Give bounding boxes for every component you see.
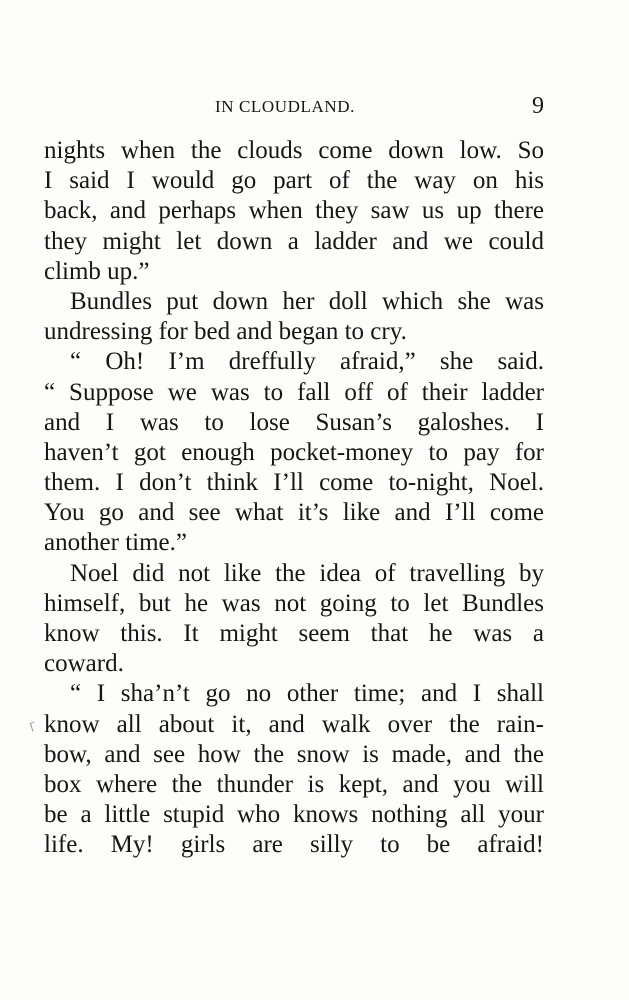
paragraph (44, 559, 544, 680)
text-line: another time.” (44, 529, 187, 557)
text-line: himself, but he was not going to let Bundles (44, 589, 544, 617)
text-line: undressing for bed and began to cry. (44, 318, 407, 346)
text-line: back, and perhaps when they saw us up there (44, 197, 544, 225)
text-line: nights when the clouds come down low. So (44, 137, 544, 164)
text-line: coward. (44, 650, 124, 678)
text-line: You go and see what it’s like and I’ll come (44, 499, 544, 527)
text-line: them. I don’t think I’ll come to-night, Noel. (44, 469, 544, 497)
text-line: know all about it, and walk over the rain- (44, 710, 544, 738)
text-line: climb up.” (44, 257, 150, 285)
text-line: “ I sha’n’t go no other time; and I shall (70, 680, 544, 708)
text-line: Bundles put down her doll which she was (70, 287, 544, 315)
page-number: 9 (532, 93, 544, 119)
text-line: “ Oh! I’m dreffully afraid,” she said. (70, 348, 544, 376)
text-line: I said I would go part of the way on his (44, 167, 544, 195)
paragraph (44, 347, 544, 558)
text-line: “ Suppose we was to fall off of their ladder (44, 378, 544, 406)
text-line: Noel did not like the idea of travelling by (70, 559, 544, 587)
text-line: life. My! girls are silly to be afraid! (44, 831, 544, 859)
text-line: know this. It might seem that he was a (44, 620, 544, 647)
text-line: bow, and see how the snow is made, and the (44, 740, 544, 768)
text-line: haven’t got enough pocket-money to pay for (44, 438, 544, 466)
body-text (44, 136, 544, 861)
text-line: and I was to lose Susan’s galoshes. I (44, 408, 544, 436)
text-line: they might let down a ladder and we could (44, 227, 544, 255)
text-line: box where the thunder is kept, and you will (44, 770, 544, 798)
running-title: IN CLOUDLAND. (215, 97, 356, 116)
text-line: be a little stupid who knows nothing all your (44, 801, 544, 829)
paragraph (44, 287, 544, 347)
margin-ink-mark (30, 721, 38, 731)
paragraph (44, 136, 544, 287)
paragraph (44, 679, 544, 860)
running-head (44, 93, 544, 123)
